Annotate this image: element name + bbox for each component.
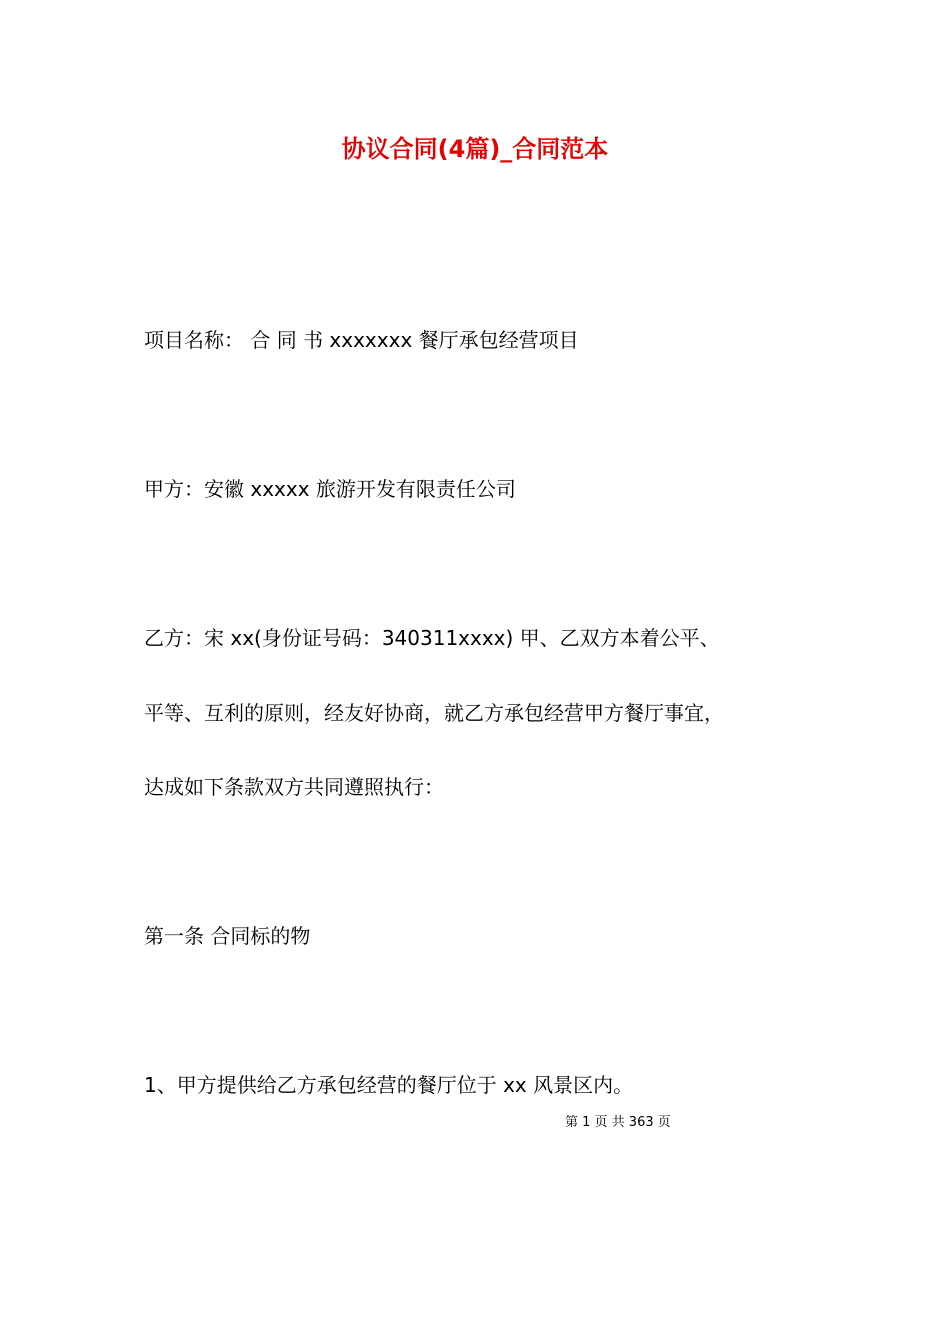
project-name-line: 项目名称： 合 同 书 xxxxxxx 餐厅承包经营项目 xyxy=(144,328,579,352)
clause-line: 1、甲方提供给乙方承包经营的餐厅位于 xx 风景区内。 xyxy=(144,1073,634,1097)
paragraph-line: 达成如下条款双方共同遵照执行： xyxy=(144,775,444,799)
article-heading: 第一条 合同标的物 xyxy=(144,924,311,948)
paragraph-line: 平等、互利的原则，经友好协商，就乙方承包经营甲方餐厅事宜， xyxy=(144,701,724,725)
document-title: 协议合同(4篇)_合同范本 xyxy=(341,135,609,163)
page-number-footer: 第 1 页 共 363 页 xyxy=(565,1115,671,1130)
party-b-line: 乙方：宋 xx(身份证号码：340311xxxx) 甲、乙双方本着公平、 xyxy=(144,626,720,650)
party-a-line: 甲方：安徽 xxxxx 旅游开发有限责任公司 xyxy=(144,477,516,501)
